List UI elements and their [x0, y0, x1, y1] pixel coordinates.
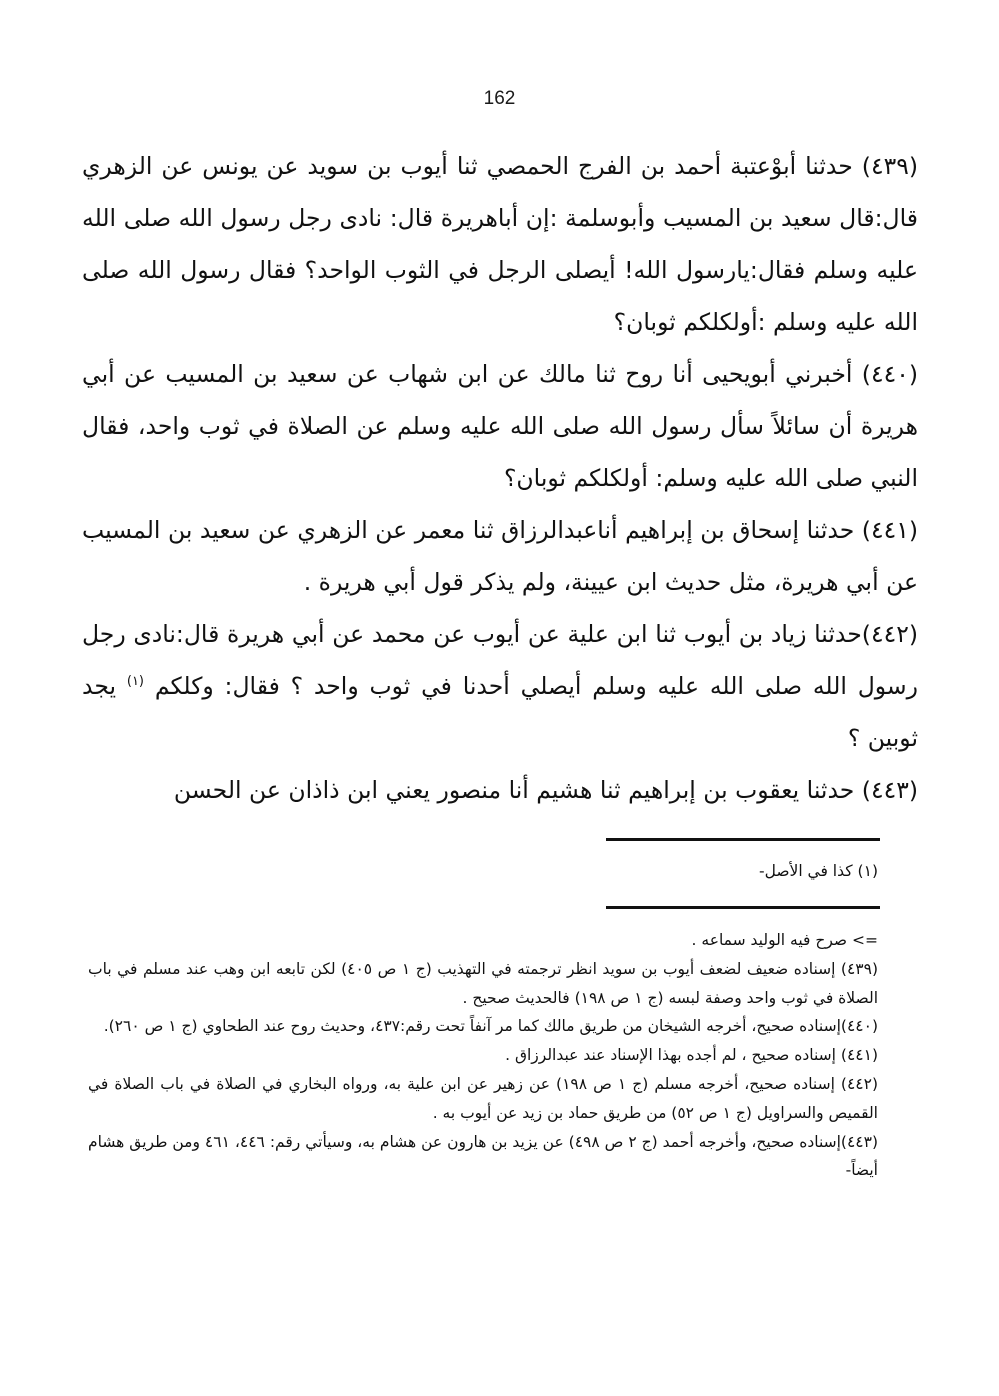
hadith-440: (٤٤٠) أخبرني أبويحيى أنا روح ثنا مالك عن ابن شهاب عن سعيد بن المسيب عن أبي هريرة أن سائلاً سأل رسول الله صلى الله عليه وسلم عن الصلاة في ثوب واحد، فقال النبي صلى الله عليه وسلم: أولكلكم ثوبان؟ — [82, 360, 918, 492]
commentary-442: (٤٤٢) إسناده صحيح، أخرجه مسلم (ج ١ ص ١٩٨) عن زهير عن ابن علية به، ورواه البخاري في الصلاة في باب الصلاة في القميص والسراويل (ج ١ ص ٥٢) من طريق حماد بن زيد عن أيوب به . — [88, 1074, 879, 1122]
commentary-continuation: => صرح فيه الوليد سماعه . — [691, 931, 878, 949]
hadith-441: (٤٤١) حدثنا إسحاق بن إبراهيم أناعبدالرزاق ثنا معمر عن الزهري عن سعيد بن المسيب عن أبي هريرة، مثل حديث ابن عيينة، ولم يذكر قول أبي هريرة . — [82, 516, 918, 596]
footnote-text: (١) كذا في الأصل- — [758, 862, 878, 880]
hadith-442 — [82, 608, 918, 764]
hadith-442-text: (٤٤٢)حدثنا زياد بن أيوب ثنا ابن علية عن أيوب عن محمد عن أبي هريرة قال:نادى رجل رسول الله صلى الله عليه وسلم أيصلي أحدنا في ثوب واحد ؟ فقال: وكلكم — [82, 620, 918, 700]
commentary-notes — [88, 926, 878, 1185]
commentary-443: (٤٤٣)إسناده صحيح، وأخرجه أحمد (ج ٢ ص ٤٩٨) عن يزيد بن هارون عن هشام به، وسيأتي رقم: ٤٤٦، ٤٦١ ومن طريق هشام أيضاً- — [88, 1132, 879, 1180]
page-number: 162 — [483, 88, 516, 109]
footnote-divider — [606, 838, 880, 841]
commentary-439: (٤٣٩) إسناده ضعيف لضعف أيوب بن سويد انظر ترجمته في التهذيب (ج ١ ص ٤٠٥) لكن تابعه ابن وهب عند مسلم في باب الصلاة في ثوب واحد وصفة لبسه (ج ١ ص ١٩٨) فالحديث صحيح . — [88, 959, 879, 1007]
commentary-441: (٤٤١) إسناده صحيح ، لم أجده بهذا الإسناد عند عبدالرزاق . — [505, 1046, 878, 1065]
hadith-439: (٤٣٩) حدثنا أبوْعتبة أحمد بن الفرج الحمصي ثنا أيوب بن سويد عن يونس عن الزهري قال:قال سعيد بن المسيب وأبوسلمة :إن أباهريرة قال: نادى رجل رسول الله صلى الله عليه وسلم فقال:يارسول الله! أيصلى الرجل في الثوب الواحد؟ فقال رسول الله صلى الله عليه وسلم :أولكلكم ثوبان؟ — [82, 152, 918, 336]
hadith-443: (٤٤٣) حدثنا يعقوب بن إبراهيم ثنا هشيم أنا منصور يعني ابن ذاذان عن الحسن — [173, 776, 918, 804]
main-text — [82, 140, 918, 816]
commentary-440: (٤٤٠)إسناده صحيح، أخرجه الشيخان من طريق مالك كما مر آنفاً تحت رقم:٤٣٧، وحديث روح عند الطحاوي (ج ١ ص ٢٦٠). — [103, 1017, 878, 1036]
footnote-reference: (١) — [126, 674, 144, 689]
hadith-442-ending: يجد ثوبين ؟ — [82, 672, 918, 752]
commentary-divider — [606, 906, 880, 909]
footnote — [88, 857, 878, 886]
